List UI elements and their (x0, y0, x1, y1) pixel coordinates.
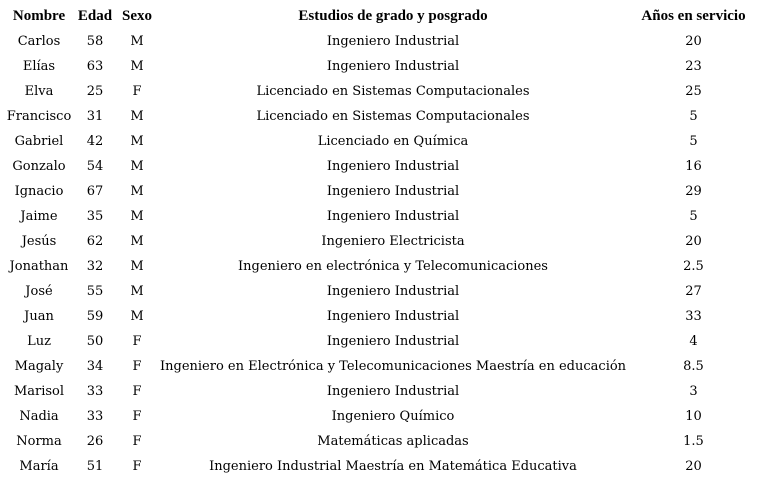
cell-nombre: Elva (24, 84, 54, 99)
cell-sexo: F (132, 359, 142, 374)
cell-estudios: Ingeniero Industrial (326, 34, 460, 49)
cell-sexo: F (132, 334, 142, 349)
cell-nombre: Marisol (13, 384, 65, 399)
cell-anios: 33 (685, 309, 702, 324)
cell-nombre: María (19, 459, 59, 474)
cell-estudios: Ingeniero Industrial (326, 209, 460, 224)
cell-anios: 20 (685, 34, 702, 49)
cell-nombre: José (25, 284, 53, 299)
cell-anios: 29 (685, 184, 702, 199)
header-estudios: Estudios de grado y posgrado (298, 8, 488, 24)
table-row (4, 429, 759, 454)
table-body (4, 29, 759, 479)
cell-anios: 4 (689, 334, 698, 349)
cell-nombre: Carlos (17, 34, 61, 49)
cell-estudios: Licenciado en Sistemas Computacionales (256, 109, 530, 124)
table-row (4, 304, 759, 329)
cell-estudios: Ingeniero Industrial (326, 334, 460, 349)
cell-sexo: M (130, 209, 144, 224)
cell-nombre: Juan (24, 309, 54, 324)
cell-nombre: Gonzalo (12, 159, 66, 174)
cell-anios: 27 (685, 284, 702, 299)
cell-estudios: Ingeniero Electricista (321, 234, 465, 249)
table-header (4, 4, 759, 29)
cell-sexo: M (130, 184, 144, 199)
table-row (4, 279, 759, 304)
cell-anios: 2.5 (683, 259, 704, 274)
cell-anios: 20 (685, 234, 702, 249)
cell-nombre: Jonathan (9, 259, 69, 274)
cell-estudios: Ingeniero Industrial (326, 309, 460, 324)
cell-edad: 33 (86, 384, 104, 399)
cell-edad: 67 (86, 184, 104, 199)
table-row (4, 379, 759, 404)
cell-anios: 8.5 (683, 359, 704, 374)
cell-nombre: Jaime (20, 209, 58, 224)
cell-estudios: Ingeniero Industrial (326, 159, 460, 174)
cell-anios: 3 (689, 384, 698, 399)
cell-edad: 26 (86, 434, 104, 449)
table-row (4, 404, 759, 429)
cell-estudios: Ingeniero Industrial (326, 284, 460, 299)
header-anios: Años en servicio (641, 8, 746, 24)
cell-edad: 55 (86, 284, 104, 299)
cell-nombre: Nadia (19, 409, 59, 424)
cell-edad: 62 (86, 234, 104, 249)
table-row (4, 179, 759, 204)
cell-anios: 5 (689, 134, 698, 149)
cell-sexo: M (130, 134, 144, 149)
cell-estudios: Ingeniero en Electrónica y Telecomunicaciones Maestría en educación (160, 359, 627, 374)
cell-sexo: M (130, 34, 144, 49)
staff-table (4, 4, 759, 479)
table-row (4, 454, 759, 479)
cell-edad: 54 (86, 159, 104, 174)
cell-edad: 51 (86, 459, 104, 474)
cell-sexo: F (132, 384, 142, 399)
cell-edad: 32 (86, 259, 104, 274)
header-edad: Edad (77, 8, 113, 24)
cell-nombre: Gabriel (14, 134, 64, 149)
table-row (4, 54, 759, 79)
cell-estudios: Matemáticas aplicadas (317, 434, 469, 449)
cell-edad: 63 (86, 59, 104, 74)
cell-sexo: M (130, 234, 144, 249)
cell-sexo: F (132, 409, 142, 424)
cell-sexo: F (132, 459, 142, 474)
cell-anios: 5 (689, 109, 698, 124)
table-row (4, 154, 759, 179)
cell-sexo: M (130, 109, 144, 124)
cell-anios: 25 (685, 84, 702, 99)
cell-sexo: M (130, 284, 144, 299)
table-row (4, 29, 759, 54)
cell-estudios: Licenciado en Sistemas Computacionales (256, 84, 530, 99)
cell-anios: 10 (685, 409, 702, 424)
table-row (4, 329, 759, 354)
cell-estudios: Licenciado en Química (317, 134, 469, 149)
cell-nombre: Francisco (6, 109, 72, 124)
table-row (4, 79, 759, 104)
cell-edad: 31 (86, 109, 104, 124)
cell-sexo: F (132, 84, 142, 99)
cell-estudios: Ingeniero Industrial Maestría en Matemática Educativa (209, 459, 577, 474)
cell-estudios: Ingeniero Industrial (326, 184, 460, 199)
cell-edad: 58 (86, 34, 104, 49)
cell-estudios: Ingeniero Industrial (326, 384, 460, 399)
cell-edad: 42 (86, 134, 104, 149)
cell-edad: 33 (86, 409, 104, 424)
cell-anios: 23 (685, 59, 702, 74)
cell-edad: 34 (86, 359, 104, 374)
cell-edad: 50 (86, 334, 104, 349)
table-row (4, 129, 759, 154)
cell-estudios: Ingeniero Industrial (326, 59, 460, 74)
table-row (4, 354, 759, 379)
cell-nombre: Norma (16, 434, 62, 449)
cell-estudios: Ingeniero Químico (331, 409, 455, 424)
cell-anios: 5 (689, 209, 698, 224)
cell-nombre: Jesús (21, 234, 57, 249)
cell-estudios: Ingeniero en electrónica y Telecomunicaciones (238, 259, 548, 274)
cell-sexo: M (130, 159, 144, 174)
header-sexo: Sexo (122, 8, 152, 24)
cell-edad: 59 (86, 309, 104, 324)
cell-sexo: M (130, 59, 144, 74)
cell-anios: 16 (685, 159, 702, 174)
cell-sexo: M (130, 309, 144, 324)
cell-nombre: Elías (22, 59, 56, 74)
cell-sexo: M (130, 259, 144, 274)
cell-anios: 20 (685, 459, 702, 474)
table-row (4, 254, 759, 279)
table-row (4, 229, 759, 254)
cell-sexo: F (132, 434, 142, 449)
cell-nombre: Magaly (14, 359, 64, 374)
header-row (4, 4, 759, 29)
cell-edad: 35 (86, 209, 104, 224)
header-nombre: Nombre (12, 8, 66, 24)
cell-nombre: Ignacio (14, 184, 64, 199)
cell-anios: 1.5 (683, 434, 704, 449)
cell-nombre: Luz (27, 334, 51, 349)
table-row (4, 104, 759, 129)
table-row (4, 204, 759, 229)
cell-edad: 25 (86, 84, 104, 99)
